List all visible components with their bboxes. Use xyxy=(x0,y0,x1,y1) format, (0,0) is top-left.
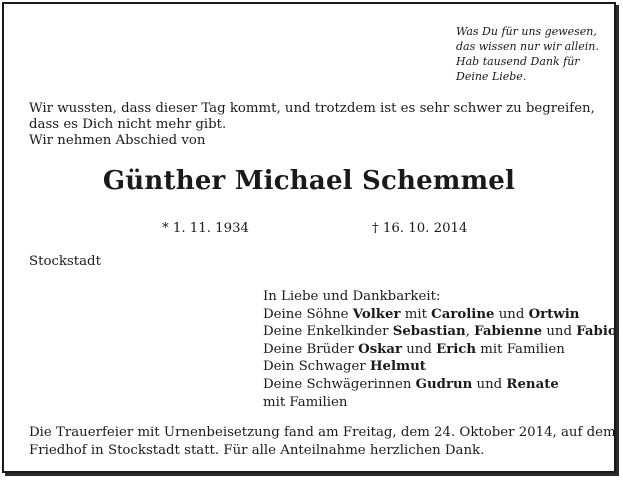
memorial-poem xyxy=(456,24,599,84)
obituary-notice xyxy=(2,2,616,473)
mourners-line-sisters-in-law: Deine Schwägerinnen Gudrun und Renate xyxy=(263,376,559,392)
poem-line: das wissen nur wir allein. xyxy=(456,40,599,53)
poem-line: Was Du für uns gewesen, xyxy=(456,25,597,38)
intro-line: dass es Dich nicht mehr gibt. xyxy=(29,117,227,132)
birth-date: * 1. 11. 1934 xyxy=(162,221,250,236)
mourners-line-brother-in-law: Dein Schwager Helmut xyxy=(263,359,426,375)
mourners-line-sons: Deine Söhne Volker mit Caroline und Ortwin xyxy=(263,306,580,322)
funeral-info xyxy=(29,424,616,460)
intro-text xyxy=(29,101,595,149)
mourners-line-brothers: Deine Brüder Oskar und Erich mit Familien xyxy=(263,341,565,357)
place-name: Stockstadt xyxy=(29,254,101,269)
mourners-line-families: mit Familien xyxy=(263,394,348,410)
poem-line: Deine Liebe. xyxy=(456,70,527,83)
intro-line: Wir nehmen Abschied von xyxy=(29,133,206,148)
mourners-opening: In Liebe und Dankbarkeit: xyxy=(263,289,441,304)
footer-line: Friedhof in Stockstadt statt. Für alle Anteilnahme herzlichen Dank. xyxy=(29,443,485,458)
footer-line: Die Trauerfeier mit Urnenbeisetzung fand am Freitag, dem 24. Oktober 2014, auf dem xyxy=(29,425,616,440)
deceased-name: Günther Michael Schemmel xyxy=(102,166,516,196)
mourners-list xyxy=(263,288,617,411)
poem-line: Hab tausend Dank für xyxy=(456,55,580,68)
death-date: † 16. 10. 2014 xyxy=(372,221,468,236)
intro-line: Wir wussten, dass dieser Tag kommt, und trotzdem ist es sehr schwer zu begreifen, xyxy=(29,101,595,116)
mourners-line-grandchildren: Deine Enkelkinder Sebastian, Fabienne und Fabio xyxy=(263,324,617,340)
